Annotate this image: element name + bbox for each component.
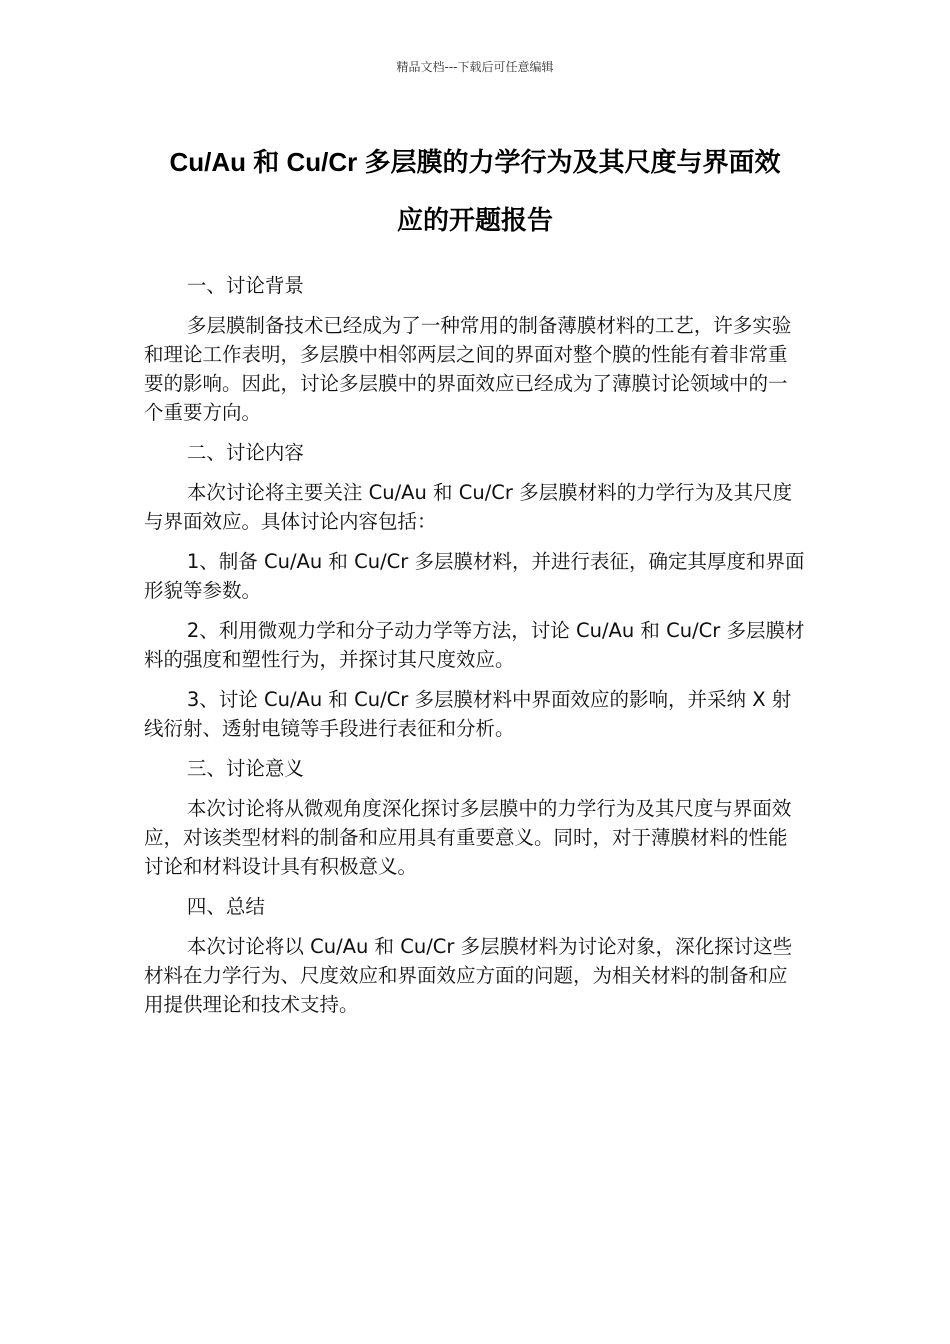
document-title (140, 133, 810, 249)
paragraph: 本次讨论将主要关注 Cu/Au 和 Cu/Cr 多层膜材料的力学行为及其尺度与界面效应。具体讨论内容包括： (144, 481, 793, 533)
paragraph: 本次讨论将从微观角度深化探讨多层膜中的力学行为及其尺度与界面效应，对该类型材料的制备和应用具有重要意义。同时，对于薄膜材料的性能讨论和材料设计具有积极意义。 (144, 797, 792, 878)
paragraph: 多层膜制备技术已经成为了一种常用的制备薄膜材料的工艺，许多实验和理论工作表明，多层膜中相邻两层之间的界面对整个膜的性能有着非常重要的影响。因此，讨论多层膜中的界面效应已经成为了薄膜讨论领域中的一个重要方向。 (144, 314, 792, 424)
title-line-2: 应的开题报告 (396, 205, 553, 235)
paragraph: 本次讨论将以 Cu/Au 和 Cu/Cr 多层膜材料为讨论对象，深化探讨这些材料在力学行为、尺度效应和界面效应方面的问题，为相关材料的制备和应用提供理论和技术支持。 (144, 935, 793, 1016)
section-heading-background: 一、讨论背景 (186, 274, 304, 297)
header-note: 精品文档---下载后可任意编辑 (396, 60, 554, 74)
section-heading-content: 二、讨论内容 (186, 441, 304, 464)
document-body (144, 271, 806, 1030)
list-item: 3、讨论 Cu/Au 和 Cu/Cr 多层膜材料中界面效应的影响，并采纳 X 射线衍射、透射电镜等手段进行表征和分析。 (144, 688, 792, 740)
section-heading-summary: 四、总结 (186, 895, 265, 918)
list-item: 1、制备 Cu/Au 和 Cu/Cr 多层膜材料，并进行表征，确定其厚度和界面形貌等参数。 (144, 550, 805, 602)
section-heading-significance: 三、讨论意义 (186, 757, 304, 780)
list-item: 2、利用微观力学和分子动力学等方法，讨论 Cu/Au 和 Cu/Cr 多层膜材料的强度和塑性行为，并探讨其尺度效应。 (144, 619, 805, 671)
title-line-1: Cu/Au 和 Cu/Cr 多层膜的力学行为及其尺度与界面效 (169, 147, 781, 177)
